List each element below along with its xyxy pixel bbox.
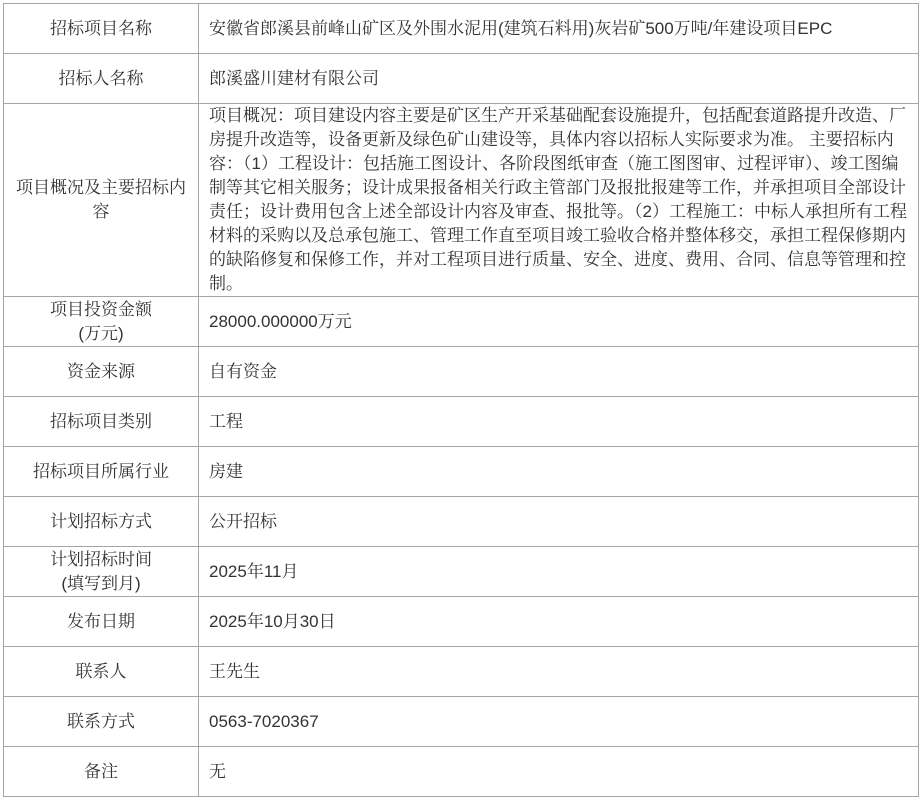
table-row (4, 547, 919, 597)
project-category-value: 工程 (199, 397, 919, 447)
funding-source-label: 资金来源 (4, 347, 199, 397)
remarks-value: 无 (199, 747, 919, 797)
table-row (4, 747, 919, 797)
remarks-label: 备注 (4, 747, 199, 797)
publish-date-label: 发布日期 (4, 597, 199, 647)
table-row (4, 397, 919, 447)
contact-person-value: 王先生 (199, 647, 919, 697)
contact-phone-value: 0563-7020367 (199, 697, 919, 747)
table-row (4, 597, 919, 647)
industry-value: 房建 (199, 447, 919, 497)
contact-person-label: 联系人 (4, 647, 199, 697)
industry-label: 招标项目所属行业 (4, 447, 199, 497)
publish-date-value: 2025年10月30日 (199, 597, 919, 647)
tender-time-value: 2025年11月 (199, 547, 919, 597)
project-overview-value: 项目概况：项目建设内容主要是矿区生产开采基础配套设施提升，包括配套道路提升改造、厂房提升改造等，设备更新及绿色矿山建设等，具体内容以招标人实际要求为准。 主要招标内容：（1）工程设计：包括施工图设计、各阶段图纸审查（施工图图审、过程评审）、竣工图编制等其它相关服务；设计成果报备相关行政主管部门及报批报建等工作，并承担项目全部设计责任；设计费用包含上述全部设计内容及审查、报批等。（2）工程施工：中标人承担所有工程材料的采购以及总承包施工、管理工作直至项目竣工验收合格并整体移交，承担工程保修期内的缺陷修复和保修工作，并对工程项目进行质量、安全、进度、费用、合同、信息等管理和控制。 (199, 104, 919, 297)
table-row (4, 647, 919, 697)
project-overview-label: 项目概况及主要招标内容 (4, 104, 199, 297)
tender-info-table (3, 3, 919, 797)
investment-label: 项目投资金额 (万元) (4, 297, 199, 347)
project-category-label: 招标项目类别 (4, 397, 199, 447)
table-row (4, 4, 919, 54)
table-row (4, 347, 919, 397)
funding-source-value: 自有资金 (199, 347, 919, 397)
table-row (4, 497, 919, 547)
tenderer-label: 招标人名称 (4, 54, 199, 104)
table-row (4, 697, 919, 747)
table-row (4, 54, 919, 104)
table-row (4, 297, 919, 347)
investment-value: 28000.000000万元 (199, 297, 919, 347)
tenderer-value: 郎溪盛川建材有限公司 (199, 54, 919, 104)
table-row (4, 447, 919, 497)
tender-method-value: 公开招标 (199, 497, 919, 547)
tender-time-label: 计划招标时间 (填写到月) (4, 547, 199, 597)
contact-phone-label: 联系方式 (4, 697, 199, 747)
table-row (4, 104, 919, 297)
project-name-label: 招标项目名称 (4, 4, 199, 54)
project-name-value: 安徽省郎溪县前峰山矿区及外围水泥用(建筑石料用)灰岩矿500万吨/年建设项目EPC (199, 4, 919, 54)
tender-method-label: 计划招标方式 (4, 497, 199, 547)
